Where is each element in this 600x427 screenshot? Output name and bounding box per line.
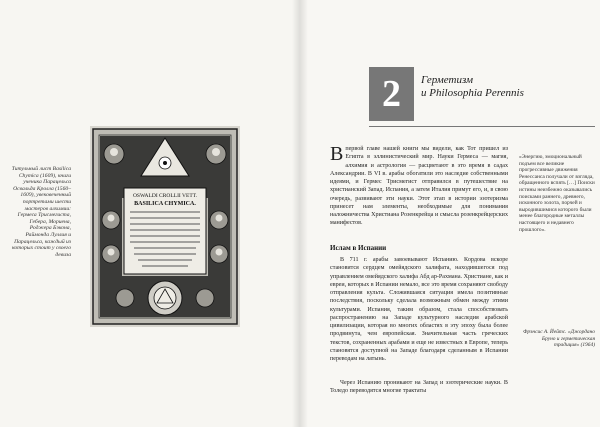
chapter-title [421,74,524,100]
intro-text: первой главе нашей книги мы видели, как Тот пришел из Египта в эллинистический мир. Науки Гермеса — магия, алхимия и астрология — расцветают в это время в садах Александрии. В VI в. арабы обогатили это наследие собственными идеями, и Гермес Трисмегист отправился в путешествие на христианский Запад. Испания, а затем Италия примут его, и, в свою очередь, развивают эти науки. Этот этап в истории эзотеризма принесет нам элементы, необходимые для понимания наложничества Христиана Розенкрейца и смысла розенкрейцерских манифестов. [330,146,508,227]
chapter-title-line2: и Philosophia Perennis [421,87,524,99]
sidebar-attribution: Фрэнсис А. Йейтс. «Джордано Бруно и герметическая традиция» (1964) [523,329,595,349]
chapter-number: 2 [369,67,414,121]
engraving-illustration [90,126,240,327]
chapter-rule [369,126,595,127]
engraving-banner-line1: OSWALDI CROLLII VETT. [132,193,198,199]
body-paragraph-continued: Через Испанию проникают на Запад и эзотерические науки. В Толедо переводятся многие трактаты [330,380,508,395]
drop-cap: В [330,143,344,165]
figure-caption: Титульный лист Basilica Chymica (1609), книги ученика Парацельса Освальда Кролла (1560–1609), увековеченный портретами шести мастеров алхимии: Гермеса Трисмегиста, Гебера, Мориена, Роджера Бэкона, Раймонда Луллия и Парацельса, каждый из которых стоит у своего девиза [11,166,71,258]
section-heading: Ислам в Испании [330,244,387,252]
intro-paragraph [330,145,508,228]
title-page-engraving [90,126,240,327]
sidebar-quote: «Энергию, эмоциональный подъем все великие прогрессивные движения Ренессанса получали от взгляда, обращенного вспять […] Поиски истины неизбежно оказывались поисками раннего, древнего, исконного золота, порчей и выродившимися которого были менее благородные металлы настоящего и недавнего прошлого». [519,154,595,233]
book-gutter [292,0,308,427]
engraving-banner-line2: BASILICA CHYMICA. [134,201,196,207]
chapter-title-line1: Герметизм [421,74,474,86]
body-paragraph: В 711 г. арабы завоевывают Испанию. Кордова вскоре становится сердцем омейядского халифата, находившегося под управлением омейядского халифа Абд ар-Рахмана. Христиане, как и евреи, которых в Испании немало, все это время сохраняют свободу отправления культа. Сложившаяся ситуация имела позитивные последствия, поскольку сделала возможным обмен между этими культурами. Испания, таким образом, стала способствовать распространению на Западе культурного наследия арабской цивилизации, которая во многих областях в эту эпоху была более продвинута, чем европейская. Значительная часть греческих текстов, сохраненных арабами и еще не известных в Европе, теперь становятся доступной на Западе благодаря сделанным в Испании переводам на латынь. [330,257,508,362]
